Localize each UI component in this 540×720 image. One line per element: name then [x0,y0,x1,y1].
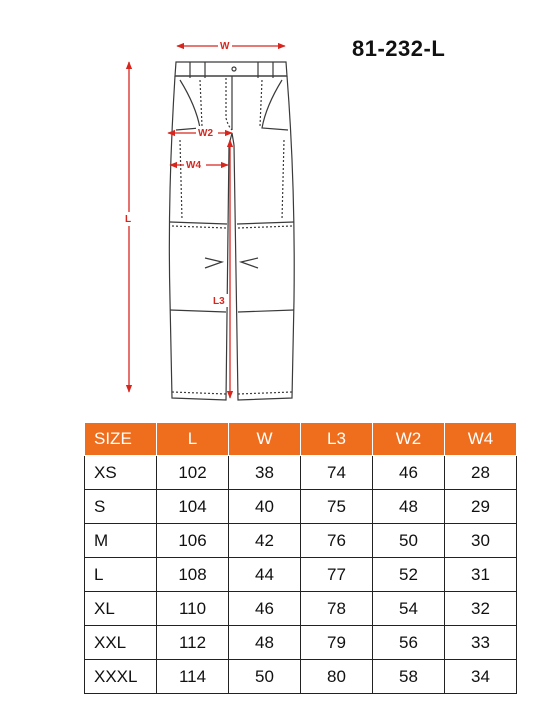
size-table-header-row [85,423,517,456]
table-cell: 30 [445,524,517,558]
dimension-lines [129,46,285,398]
table-cell: 106 [157,524,229,558]
table-cell: 77 [301,558,373,592]
header-w4: W4 [445,423,517,456]
table-cell: 32 [445,592,517,626]
table-cell: 50 [373,524,445,558]
table-cell: 48 [373,490,445,524]
trousers-outline [169,62,294,400]
table-cell: 52 [373,558,445,592]
table-cell: 79 [301,626,373,660]
table-row [85,660,517,694]
size-cell: XL [85,592,157,626]
header-l3: L3 [301,423,373,456]
table-cell: 108 [157,558,229,592]
table-cell: 34 [445,660,517,694]
table-cell: 80 [301,660,373,694]
size-cell: XXXL [85,660,157,694]
product-code: 81-232-L [352,36,446,61]
table-cell: 44 [229,558,301,592]
table-cell: 29 [445,490,517,524]
dim-l-label: L [125,214,132,225]
table-cell: 42 [229,524,301,558]
header-w: W [229,423,301,456]
table-cell: 112 [157,626,229,660]
size-table [84,422,517,694]
size-cell: XXL [85,626,157,660]
table-cell: 56 [373,626,445,660]
size-cell: XS [85,456,157,490]
table-cell: 58 [373,660,445,694]
dim-l3-label: L3 [213,296,225,307]
table-row [85,456,517,490]
size-cell: S [85,490,157,524]
table-row [85,558,517,592]
table-cell: 110 [157,592,229,626]
table-cell: 31 [445,558,517,592]
table-cell: 75 [301,490,373,524]
table-row [85,490,517,524]
table-cell: 102 [157,456,229,490]
header-size: SIZE [85,423,157,456]
header-l: L [157,423,229,456]
table-row [85,592,517,626]
table-cell: 38 [229,456,301,490]
table-row [85,524,517,558]
table-row [85,626,517,660]
table-cell: 48 [229,626,301,660]
table-cell: 46 [229,592,301,626]
table-cell: 74 [301,456,373,490]
dim-w-label: W [220,41,230,52]
table-cell: 104 [157,490,229,524]
table-cell: 78 [301,592,373,626]
table-cell: 114 [157,660,229,694]
size-cell: M [85,524,157,558]
table-cell: 54 [373,592,445,626]
dim-w4-label: W4 [186,160,201,171]
dim-w2-label: W2 [198,128,213,139]
table-cell: 46 [373,456,445,490]
table-cell: 50 [229,660,301,694]
table-cell: 33 [445,626,517,660]
table-cell: 28 [445,456,517,490]
header-w2: W2 [373,423,445,456]
table-cell: 40 [229,490,301,524]
table-cell: 76 [301,524,373,558]
size-cell: L [85,558,157,592]
